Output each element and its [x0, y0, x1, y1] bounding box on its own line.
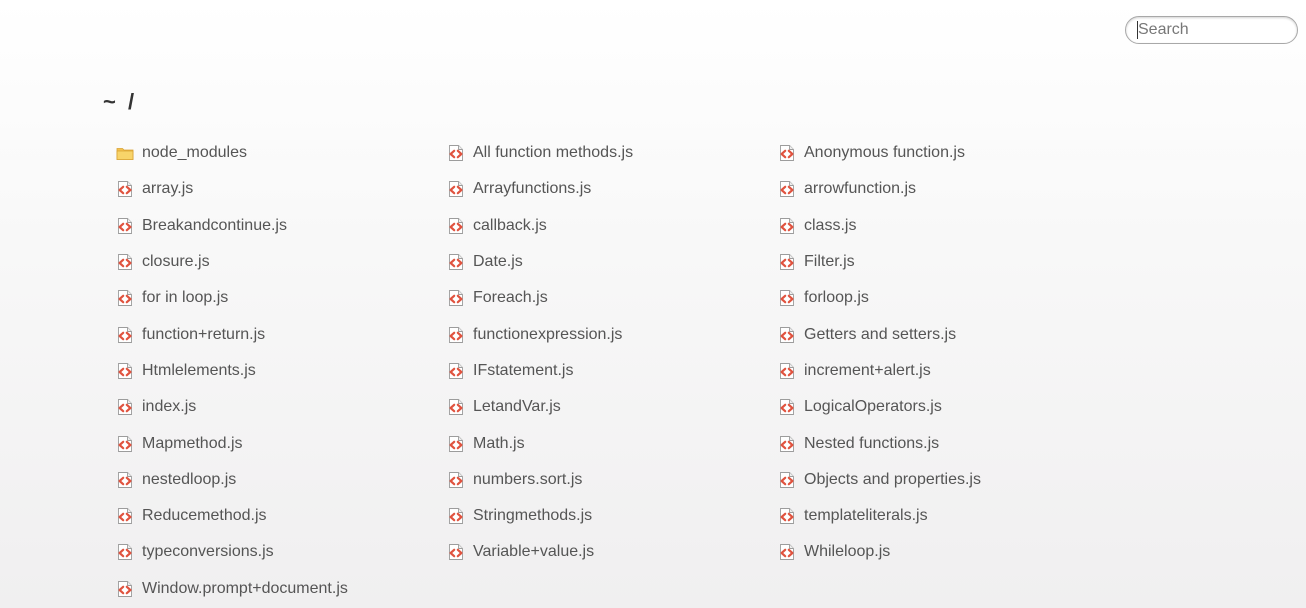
js-file-icon: [447, 398, 465, 416]
file-list: [116, 135, 1116, 607]
file-list-item[interactable]: [778, 534, 1109, 570]
js-file-icon: [116, 217, 134, 235]
js-file-icon: [778, 253, 796, 271]
file-list-item[interactable]: [447, 425, 778, 461]
js-file-icon: [778, 471, 796, 489]
file-name-link[interactable]: Filter.js: [804, 253, 855, 271]
js-file-icon: [447, 144, 465, 162]
file-list-item[interactable]: [116, 280, 447, 316]
js-file-icon: [116, 180, 134, 198]
text-cursor: [1137, 21, 1138, 39]
file-name-link[interactable]: Reducemethod.js: [142, 507, 267, 525]
file-name-link[interactable]: Breakandcontinue.js: [142, 216, 287, 234]
file-list-item[interactable]: [447, 171, 778, 207]
file-list-item[interactable]: [447, 244, 778, 280]
file-name-link[interactable]: Variable+value.js: [473, 543, 595, 561]
js-file-icon: [447, 362, 465, 380]
file-list-item[interactable]: [778, 135, 1109, 171]
file-list-item[interactable]: [447, 208, 778, 244]
file-name-link[interactable]: typeconversions.js: [142, 543, 274, 561]
file-list-item[interactable]: [116, 135, 447, 171]
file-list-item[interactable]: [116, 171, 447, 207]
file-name-link[interactable]: functionexpression.js: [473, 325, 623, 343]
breadcrumb-home-link[interactable]: ~: [103, 89, 116, 114]
js-file-icon: [778, 398, 796, 416]
file-list-item[interactable]: [778, 244, 1109, 280]
file-list-item[interactable]: [447, 135, 778, 171]
file-name-link[interactable]: All function methods.js: [473, 144, 634, 162]
js-file-icon: [447, 180, 465, 198]
file-name-link[interactable]: array.js: [142, 180, 194, 198]
breadcrumb: [103, 89, 134, 115]
js-file-icon: [778, 289, 796, 307]
file-name-link[interactable]: Date.js: [473, 253, 523, 271]
file-list-item[interactable]: [447, 316, 778, 352]
file-name-link[interactable]: Htmlelements.js: [142, 361, 256, 379]
js-file-icon: [778, 217, 796, 235]
breadcrumb-root-link[interactable]: /: [127, 89, 135, 114]
file-list-item[interactable]: [116, 244, 447, 280]
file-list-item[interactable]: [116, 316, 447, 352]
file-list-item[interactable]: [116, 462, 447, 498]
file-name-link[interactable]: templateliterals.js: [804, 507, 928, 525]
file-name-link[interactable]: callback.js: [473, 216, 547, 234]
file-list-item[interactable]: [116, 498, 447, 534]
search-input[interactable]: [1125, 16, 1298, 44]
file-list-item[interactable]: [116, 208, 447, 244]
file-list-item[interactable]: [447, 280, 778, 316]
file-name-link[interactable]: increment+alert.js: [804, 361, 931, 379]
file-name-link[interactable]: Objects and properties.js: [804, 470, 981, 488]
file-name-link[interactable]: arrowfunction.js: [804, 180, 917, 198]
file-list-item[interactable]: [778, 353, 1109, 389]
js-file-icon: [116, 580, 134, 598]
js-file-icon: [116, 507, 134, 525]
file-name-link[interactable]: LogicalOperators.js: [804, 398, 942, 416]
file-list-item[interactable]: [116, 353, 447, 389]
js-file-icon: [116, 543, 134, 561]
file-name-link[interactable]: nestedloop.js: [142, 470, 237, 488]
js-file-icon: [116, 289, 134, 307]
js-file-icon: [778, 507, 796, 525]
js-file-icon: [116, 398, 134, 416]
file-list-item[interactable]: [447, 353, 778, 389]
file-list-item[interactable]: [447, 389, 778, 425]
file-name-link[interactable]: function+return.js: [142, 325, 266, 343]
js-file-icon: [116, 435, 134, 453]
file-list-item[interactable]: [778, 208, 1109, 244]
js-file-icon: [447, 289, 465, 307]
js-file-icon: [778, 180, 796, 198]
file-name-link[interactable]: Nested functions.js: [804, 434, 940, 452]
file-list-item[interactable]: [447, 498, 778, 534]
js-file-icon: [447, 471, 465, 489]
js-file-icon: [447, 217, 465, 235]
js-file-icon: [447, 435, 465, 453]
file-name-link[interactable]: IFstatement.js: [473, 361, 574, 379]
js-file-icon: [447, 507, 465, 525]
js-file-icon: [116, 253, 134, 271]
js-file-icon: [778, 326, 796, 344]
folder-icon: [116, 144, 134, 162]
file-name-link[interactable]: class.js: [804, 216, 857, 234]
file-list-item[interactable]: [116, 389, 447, 425]
file-list-item[interactable]: [778, 171, 1109, 207]
file-name-link[interactable]: numbers.sort.js: [473, 470, 583, 488]
file-list-item[interactable]: [116, 534, 447, 570]
file-list-item[interactable]: [116, 425, 447, 461]
js-file-icon: [447, 543, 465, 561]
js-file-icon: [447, 253, 465, 271]
file-name-link[interactable]: index.js: [142, 398, 197, 416]
js-file-icon: [778, 435, 796, 453]
file-name-link[interactable]: Stringmethods.js: [473, 507, 593, 525]
js-file-icon: [116, 326, 134, 344]
file-name-link[interactable]: Window.prompt+document.js: [142, 579, 348, 597]
file-list-item[interactable]: [447, 462, 778, 498]
file-list-item[interactable]: [778, 389, 1109, 425]
js-file-icon: [116, 471, 134, 489]
file-list-item[interactable]: [778, 498, 1109, 534]
file-name-link[interactable]: for in loop.js: [142, 289, 229, 307]
file-list-item[interactable]: [116, 571, 447, 607]
file-list-item[interactable]: [778, 280, 1109, 316]
js-file-icon: [447, 326, 465, 344]
js-file-icon: [778, 144, 796, 162]
file-name-link[interactable]: LetandVar.js: [473, 398, 561, 416]
file-name-link[interactable]: Math.js: [473, 434, 525, 452]
file-name-link[interactable]: node_modules: [142, 144, 247, 162]
file-name-link[interactable]: forloop.js: [804, 289, 869, 307]
file-name-link[interactable]: Mapmethod.js: [142, 434, 243, 452]
file-name-link[interactable]: Foreach.js: [473, 289, 548, 307]
file-name-link[interactable]: Anonymous function.js: [804, 144, 965, 162]
file-name-link[interactable]: closure.js: [142, 253, 210, 271]
file-name-link[interactable]: Getters and setters.js: [804, 325, 957, 343]
file-name-link[interactable]: Whileloop.js: [804, 543, 891, 561]
js-file-icon: [116, 362, 134, 380]
js-file-icon: [778, 543, 796, 561]
file-name-link[interactable]: Arrayfunctions.js: [473, 180, 592, 198]
js-file-icon: [778, 362, 796, 380]
file-list-item[interactable]: [447, 534, 778, 570]
file-list-item[interactable]: [778, 316, 1109, 352]
file-list-item[interactable]: [778, 425, 1109, 461]
file-list-item[interactable]: [778, 462, 1109, 498]
